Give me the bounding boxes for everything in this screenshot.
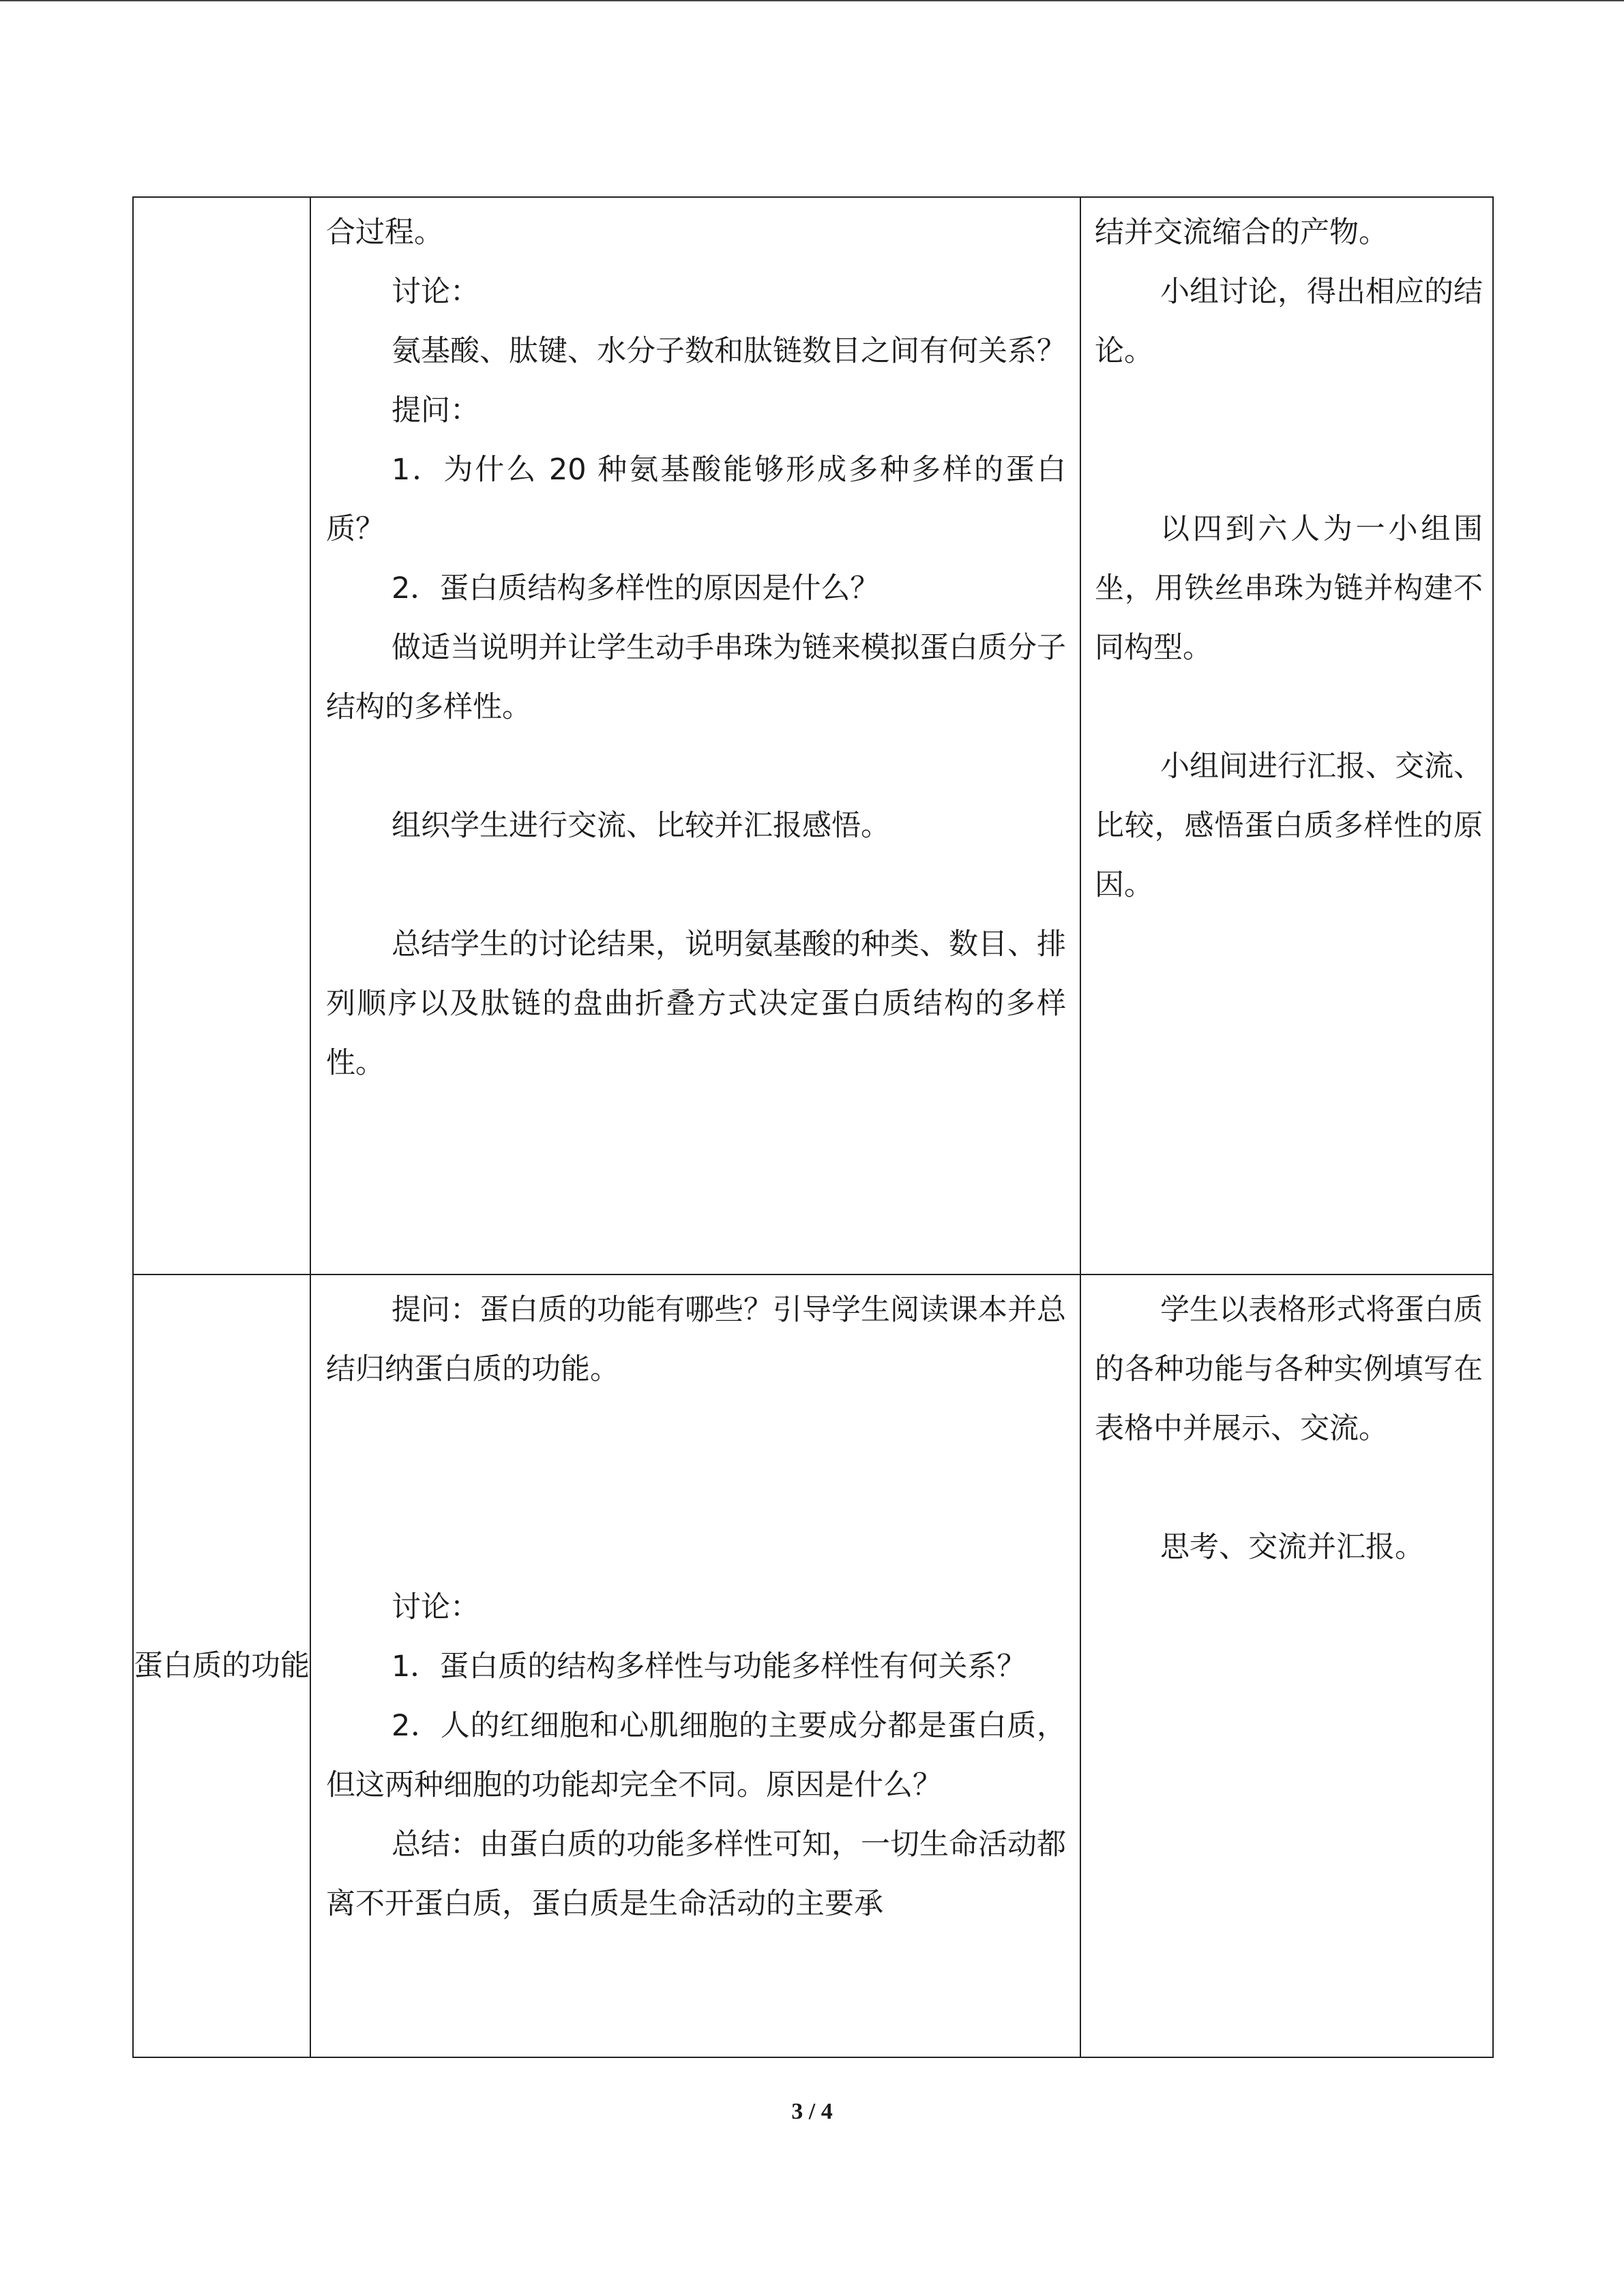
paragraph: 2．蛋白质结构多样性的原因是什么？ bbox=[392, 571, 880, 606]
page-top-border bbox=[0, 0, 1624, 1]
page-number: 3 / 4 bbox=[791, 2099, 833, 2124]
student-activity-cell bbox=[1080, 1274, 1493, 2057]
student-activity-cell bbox=[1080, 197, 1493, 1274]
table-row bbox=[133, 1274, 1493, 2057]
paragraph: 小组间进行汇报、交流、比较，感悟蛋白质多样性的原因。 bbox=[1095, 749, 1483, 902]
paragraph: 合过程。 bbox=[326, 215, 443, 250]
paragraph: 以四到六人为一小组围坐，用铁丝串珠为链并构建不同构型。 bbox=[1095, 512, 1483, 665]
section-label-cell bbox=[133, 197, 310, 1274]
teacher-activity-cell bbox=[310, 1274, 1080, 2057]
paragraph: 小组讨论，得出相应的结论。 bbox=[1095, 275, 1483, 368]
paragraph: 做适当说明并让学生动手串珠为链来模拟蛋白质分子结构的多样性。 bbox=[326, 631, 1066, 724]
lesson-plan-table bbox=[132, 196, 1494, 2058]
paragraph: 1．蛋白质的结构多样性与功能多样性有何关系？ bbox=[392, 1650, 1027, 1684]
paragraph: 讨论： bbox=[392, 275, 479, 309]
paragraph: 提问： bbox=[392, 393, 479, 428]
teacher-activity-cell bbox=[310, 197, 1080, 1274]
section-label: 蛋白质的功能 bbox=[134, 1648, 310, 1683]
table-row bbox=[133, 197, 1493, 1274]
paragraph: 总结学生的讨论结果，说明氨基酸的种类、数目、排列顺序以及肽链的盘曲折叠方式决定蛋白质结构的多样性。 bbox=[326, 927, 1066, 1080]
paragraph: 组织学生进行交流、比较并汇报感悟。 bbox=[392, 809, 890, 843]
section-label-cell bbox=[133, 1274, 310, 2057]
paragraph: 思考、交流并汇报。 bbox=[1160, 1530, 1424, 1564]
paragraph: 1．为什么 20 种氨基酸能够形成多种多样的蛋白质？ bbox=[326, 453, 1066, 546]
paragraph: 讨论： bbox=[392, 1590, 479, 1624]
paragraph: 提问：蛋白质的功能有哪些？引导学生阅读课本并总结归纳蛋白质的功能。 bbox=[326, 1293, 1066, 1386]
paragraph: 总结：由蛋白质的功能多样性可知，一切生命活动都离不开蛋白质，蛋白质是生命活动的主要承 bbox=[326, 1828, 1066, 1921]
paragraph: 学生以表格形式将蛋白质的各种功能与各种实例填写在表格中并展示、交流。 bbox=[1095, 1293, 1483, 1446]
paragraph: 结并交流缩合的产物。 bbox=[1095, 215, 1388, 250]
paragraph: 2．人的红细胞和心肌细胞的主要成分都是蛋白质，但这两种细胞的功能却完全不同。原因是什么？ bbox=[326, 1709, 1066, 1802]
paragraph: 氨基酸、肽键、水分子数和肽链数目之间有何关系？ bbox=[392, 334, 1066, 368]
